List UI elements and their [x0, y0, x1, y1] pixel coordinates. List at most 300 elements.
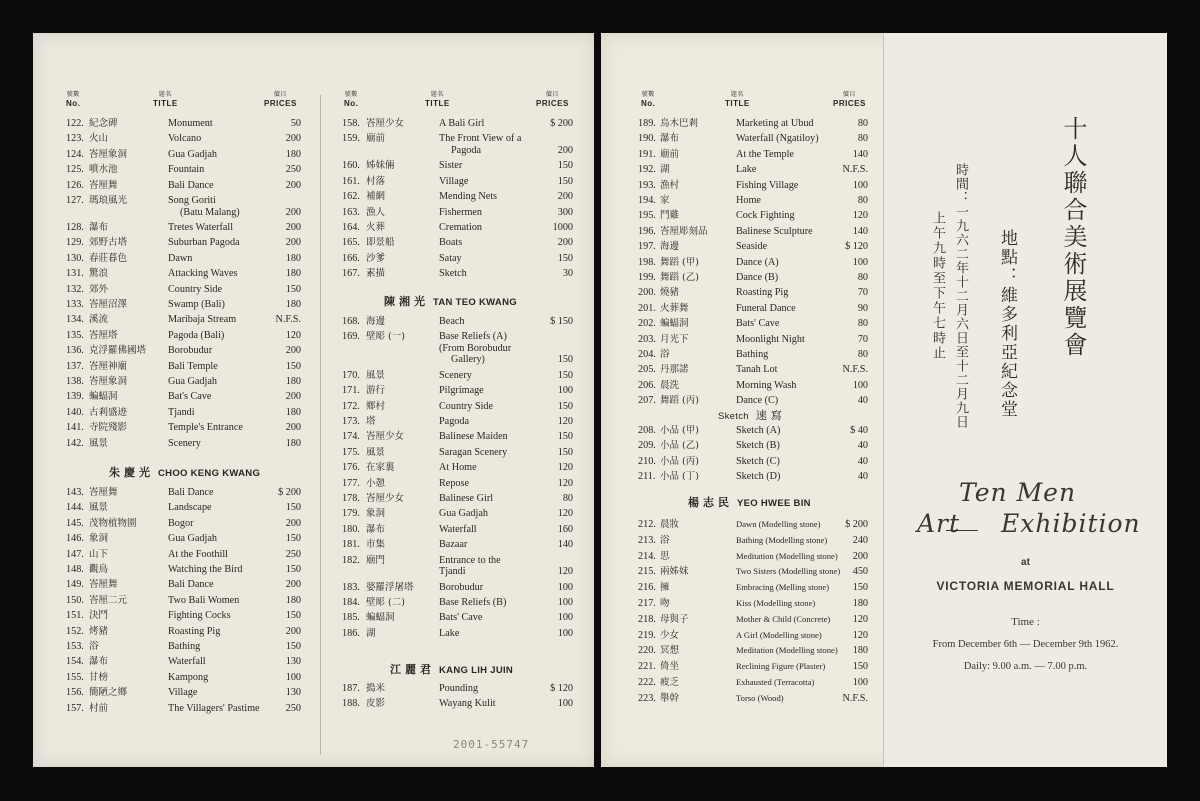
catalog-number: 143.: [66, 487, 84, 498]
price: 180: [285, 594, 301, 606]
catalog-number: 157.: [66, 702, 84, 714]
title-zh: 峇厘象洞: [89, 148, 128, 160]
artwork-row: [601, 659, 883, 675]
catalog-number: 177.: [342, 477, 360, 489]
price: 40: [857, 395, 868, 407]
artwork-row: [322, 189, 594, 205]
catalog-number: 191.: [638, 148, 656, 160]
title-zh: 峇厘塔: [89, 329, 118, 341]
title-zh: 郊外: [89, 283, 109, 295]
title-zh: 峇厘舞: [89, 179, 118, 191]
price: 150: [285, 610, 301, 622]
artwork-row: [322, 506, 594, 522]
price: 150: [285, 533, 301, 545]
catalog-number: 211.: [638, 471, 656, 483]
title-en: Borobudur: [168, 345, 213, 357]
title-zh: 燒豬: [660, 287, 680, 299]
title-en: Monument: [168, 118, 213, 129]
catalog-number: 220.: [638, 645, 656, 657]
title-zh: 蝙蝠洞: [89, 391, 118, 403]
catalog-number: 216.: [638, 582, 656, 594]
title-en: Beach: [439, 316, 465, 327]
catalog-number: 217.: [638, 598, 656, 609]
catalog-number: 168.: [342, 316, 360, 327]
title-zh: 峇厘象洞: [89, 375, 128, 387]
catalog-number: 165.: [342, 237, 360, 249]
catalog-number: 161.: [342, 175, 360, 187]
title-en: Bali Dance: [168, 579, 214, 591]
title-zh: 在家裏: [366, 462, 395, 474]
artwork-row: [322, 131, 594, 158]
catalog-number: 221.: [638, 661, 656, 673]
title-en: Fishermen: [439, 206, 483, 218]
title-en-cont: Tjandi: [439, 566, 466, 578]
catalog-number: 205.: [638, 364, 656, 376]
artwork-row: [601, 147, 883, 163]
title-zh: 吻: [660, 598, 670, 609]
catalog-number: 219.: [638, 629, 656, 641]
title-zh: 晨妝: [660, 519, 680, 530]
title-en: Bali Dance: [168, 179, 214, 191]
price: 120: [285, 329, 301, 341]
catalog-number: 179.: [342, 508, 360, 520]
catalog-number: 145.: [66, 517, 84, 529]
artwork-row: [322, 460, 594, 476]
catalog-number: 153.: [66, 641, 84, 652]
catalog-number: 139.: [66, 391, 84, 403]
title-en: Pounding: [439, 683, 479, 694]
price: 150: [557, 160, 573, 172]
artwork-row: [33, 282, 320, 298]
catalog-number: 181.: [342, 539, 360, 551]
title-zh: 婆羅浮屠塔: [366, 581, 414, 593]
title-zh: 小憩: [366, 477, 386, 489]
price: 160: [557, 523, 573, 535]
price: 80: [857, 195, 868, 206]
catalog-number: 202.: [638, 318, 656, 330]
artwork-row: [322, 235, 594, 251]
artwork-row: [322, 266, 594, 282]
catalog-number: 151.: [66, 610, 84, 622]
price: 150: [285, 502, 301, 514]
price: 150: [852, 661, 868, 673]
price: 150: [285, 360, 301, 372]
title-zh: 沙爹: [366, 252, 386, 264]
title-zh: 峇厘舞: [89, 487, 118, 498]
catalog-number: 207.: [638, 395, 656, 407]
title-zh: 廟門: [366, 554, 386, 566]
title-zh: 擁: [660, 582, 670, 594]
price: 40: [857, 440, 868, 452]
catalog-number: 146.: [66, 533, 84, 545]
artwork-row: [601, 596, 883, 612]
title-zh: 小品 (甲): [660, 425, 699, 436]
artwork-row: [33, 608, 320, 624]
title-en: Swamp (Bali): [168, 298, 225, 310]
title-zh: 搗米: [366, 683, 386, 694]
artwork-row: [322, 522, 594, 538]
artwork-row: [322, 595, 594, 611]
title-zh: 浴: [89, 641, 99, 652]
title-en: Song Goriti: [168, 195, 216, 206]
price: N.F.S.: [275, 314, 301, 326]
title-en: Sketch (A): [736, 425, 781, 436]
catalog-number: 195.: [638, 210, 656, 222]
header-title: 題名 TITLE: [725, 92, 750, 108]
price: 200: [285, 517, 301, 529]
catalog-number: 140.: [66, 406, 84, 418]
catalog-number: 210.: [638, 455, 656, 467]
price: 250: [285, 548, 301, 560]
catalog-number: 218.: [638, 613, 656, 625]
title-en: Wayang Kulit: [439, 698, 496, 710]
artwork-row: [322, 580, 594, 596]
price: 200: [285, 221, 301, 233]
title-en: Balinese Maiden: [439, 431, 508, 443]
price: 200: [285, 237, 301, 249]
title-en: Landscape: [168, 502, 212, 514]
title-en: Two Bali Women: [168, 594, 240, 606]
artwork-row: [601, 549, 883, 565]
cover-title-en-exhibition: Exhibition: [1001, 509, 1141, 538]
title-zh: 蝙蝠洞: [366, 612, 395, 624]
cover-title-en-art: Art: [917, 509, 961, 538]
price: 450: [852, 566, 868, 578]
price: 200: [285, 206, 301, 218]
catalog-number: 193.: [638, 179, 656, 191]
catalog-number: 194.: [638, 195, 656, 206]
header-no: 號數 No.: [344, 92, 359, 108]
title-en: Bogor: [168, 517, 194, 529]
title-en: Boats: [439, 237, 463, 249]
catalog-number: 164.: [342, 221, 360, 233]
title-en: Satay: [439, 252, 462, 264]
artwork-row: [33, 685, 320, 701]
title-en: Tjandi: [168, 406, 195, 418]
artwork-row: [601, 438, 883, 454]
title-en: Sketch (B): [736, 440, 780, 452]
title-en: Repose: [439, 477, 469, 489]
catalog-number: 142.: [66, 437, 84, 449]
catalog-number: 182.: [342, 554, 360, 566]
price: 80: [857, 118, 868, 129]
cover-title-en-line1: Ten Men: [959, 478, 1077, 507]
title-zh: 補網: [366, 191, 386, 203]
artwork-row: [601, 675, 883, 691]
title-en: Meditation (Modelling stone): [736, 645, 838, 656]
price: 150: [285, 641, 301, 652]
title-zh: 噴水池: [89, 164, 118, 176]
catalog-number: 213.: [638, 534, 656, 546]
price: 180: [285, 406, 301, 418]
price: 120: [852, 210, 868, 222]
price: 180: [285, 298, 301, 310]
price: 120: [557, 508, 573, 520]
title-en: Base Reliefs (A): [439, 331, 507, 343]
price: 40: [857, 471, 868, 483]
price: 100: [557, 612, 573, 624]
title-zh: 甘榜: [89, 671, 109, 683]
catalog-number: 136.: [66, 345, 84, 357]
title-zh: 倚坐: [660, 661, 680, 673]
title-zh: 海邊: [660, 241, 680, 253]
catalog-number: 144.: [66, 502, 84, 514]
title-en-cont: (Batu Malang): [180, 206, 240, 218]
price: 100: [557, 596, 573, 608]
price: $ 150: [550, 316, 573, 327]
catalog-number: 163.: [342, 206, 360, 218]
price: 120: [852, 613, 868, 625]
title-en: Two Sisters (Modelling stone): [736, 566, 841, 577]
title-en-cont: Gallery): [451, 354, 485, 366]
catalog-number: 208.: [638, 425, 656, 436]
catalog-number: 162.: [342, 191, 360, 203]
catalog-number: 154.: [66, 656, 84, 668]
title-zh: 素描: [366, 268, 386, 280]
title-zh: 觀鳥: [89, 564, 109, 575]
catalog-number: 123.: [66, 133, 84, 145]
title-zh: 丹那諾: [660, 364, 689, 376]
artwork-row: [322, 174, 594, 190]
price: 150: [557, 431, 573, 443]
price: 200: [852, 550, 868, 562]
catalog-number: 160.: [342, 160, 360, 172]
title-en: Mending Nets: [439, 191, 498, 203]
catalog-number: 215.: [638, 566, 656, 578]
catalog-number: 129.: [66, 237, 84, 249]
artwork-row: [601, 469, 883, 485]
title-en: The Front View of a: [439, 133, 522, 145]
title-en: Embracing (Melling stone): [736, 582, 830, 593]
catalog-number: 192.: [638, 164, 656, 176]
artwork-row: [601, 691, 883, 707]
artwork-row: [601, 131, 883, 147]
title-zh: 峇厘彫刻品: [660, 225, 708, 237]
title-zh: 舉幹: [660, 692, 680, 704]
price: 130: [285, 656, 301, 668]
price: 120: [557, 462, 573, 474]
catalog-number: 212.: [638, 519, 656, 530]
price: 180: [285, 437, 301, 449]
price: 150: [557, 175, 573, 187]
artwork-row: [601, 378, 883, 394]
price: N.F.S.: [842, 692, 868, 704]
price: 150: [852, 582, 868, 594]
artwork-row: [33, 593, 320, 609]
artwork-row: [322, 158, 594, 174]
title-en: Kiss (Modelling stone): [736, 598, 816, 608]
title-en: At Home: [439, 462, 477, 474]
title-zh: 郊野古塔: [89, 237, 128, 249]
cover-time-label: Time :: [1011, 616, 1040, 628]
title-en: Fighting Cocks: [168, 610, 231, 622]
artwork-row: [601, 533, 883, 549]
title-zh: 鬥雞: [660, 210, 680, 222]
title-zh: 山下: [89, 548, 109, 560]
price: 250: [285, 702, 301, 714]
artwork-row: [33, 162, 320, 178]
price: 70: [857, 333, 868, 345]
price: 100: [852, 379, 868, 391]
catalog-number: 166.: [342, 252, 360, 264]
title-zh: 寺院殘影: [89, 422, 128, 434]
price: $ 200: [845, 519, 868, 530]
catalog-number: 188.: [342, 698, 360, 710]
price: 90: [857, 302, 868, 314]
title-zh: 即景船: [366, 237, 395, 249]
catalog-number: 222.: [638, 677, 656, 688]
artwork-row: [33, 577, 320, 593]
artwork-row: [33, 500, 320, 516]
price: 100: [557, 385, 573, 397]
title-zh: 峇厘舞: [89, 579, 118, 591]
catalog-number: 155.: [66, 671, 84, 683]
catalog-number: 127.: [66, 195, 84, 206]
artwork-row: [33, 235, 320, 251]
cover-venue-zh: 地點：維多利亞紀念堂: [997, 229, 1017, 419]
title-en: Temple's Entrance: [168, 422, 243, 434]
price: 200: [285, 625, 301, 637]
title-zh: 少女: [660, 629, 680, 641]
title-zh: 舞蹈 (甲): [660, 256, 699, 268]
catalog-number: 147.: [66, 548, 84, 560]
price: $ 120: [550, 683, 573, 694]
catalog-number: 141.: [66, 422, 84, 434]
catalog-number: 180.: [342, 523, 360, 535]
artwork-row: [601, 454, 883, 470]
title-zh: 湖: [366, 627, 376, 639]
title-en: Base Reliefs (B): [439, 596, 507, 608]
cover-title-rule: [946, 530, 978, 531]
artwork-row: [33, 485, 320, 501]
column-header: [601, 91, 883, 113]
title-en: Village: [168, 687, 198, 699]
artwork-row: [33, 374, 320, 390]
artwork-row: [33, 266, 320, 282]
title-en: At the Foothill: [168, 548, 228, 560]
artwork-row: [322, 205, 594, 221]
catalog-number: 171.: [342, 385, 360, 397]
cover-daily-hours: Daily: 9.00 a.m. — 7.00 p.m.: [963, 661, 1088, 672]
catalog-number: 125.: [66, 164, 84, 176]
title-zh: 春莊暮色: [89, 252, 128, 264]
cover-venue: VICTORIA MEMORIAL HALL: [936, 579, 1115, 593]
catalog-number: 152.: [66, 625, 84, 637]
artwork-row: [601, 239, 883, 255]
title-zh: 廟前: [660, 148, 680, 160]
title-en: Funeral Dance: [736, 302, 796, 314]
price: 150: [557, 369, 573, 381]
title-en-cont: (From Borobudur: [439, 342, 512, 354]
price: 80: [857, 349, 868, 360]
title-zh: 漁村: [660, 179, 680, 191]
title-zh: 瀑布: [89, 221, 109, 233]
artwork-row: [33, 328, 320, 344]
artwork-row: [601, 224, 883, 240]
artwork-row: [322, 414, 594, 430]
price: 150: [557, 446, 573, 458]
title-zh: 小品 (乙): [660, 440, 699, 452]
title-en: Kampong: [168, 671, 209, 683]
title-en: Fishing Village: [736, 179, 799, 191]
artwork-row: [33, 389, 320, 405]
price: 200: [285, 579, 301, 591]
price: 150: [557, 252, 573, 264]
title-zh: 村落: [366, 175, 386, 187]
price: 120: [852, 629, 868, 641]
title-en: Bazaar: [439, 539, 468, 551]
title-en: A Bali Girl: [439, 118, 485, 129]
artwork-row: [33, 116, 320, 132]
title-en: Country Side: [168, 283, 223, 295]
catalog-number: 167.: [342, 268, 360, 280]
header-prices: 價目 PRICES: [833, 92, 866, 108]
cover-panel: [883, 33, 1167, 767]
title-zh: 烤豬: [89, 625, 109, 637]
title-zh: 小品 (丙): [660, 455, 699, 467]
header-no: 號數 No.: [66, 92, 81, 108]
title-zh: 市集: [366, 539, 386, 551]
title-zh: 峇厘少女: [366, 118, 405, 129]
artwork-row: [33, 420, 320, 436]
title-zh: 海邊: [366, 316, 386, 327]
title-en: Pagoda (Bali): [168, 329, 225, 341]
catalog-number: 187.: [342, 683, 360, 694]
artwork-row: [322, 251, 594, 267]
price: N.F.S.: [842, 364, 868, 376]
title-en: Roasting Pig: [168, 625, 221, 637]
artwork-row: [601, 301, 883, 317]
price: $ 200: [550, 118, 573, 129]
title-zh: 峇厘神廟: [89, 360, 128, 372]
title-zh: 象洞: [366, 508, 386, 520]
price: 150: [285, 564, 301, 575]
title-en: Fountain: [168, 164, 205, 176]
title-en: Tretes Waterfall: [168, 221, 234, 233]
title-zh: 烏木巴剎: [660, 118, 699, 129]
price: 100: [285, 671, 301, 683]
price: 80: [857, 318, 868, 330]
title-en: Gua Gadjah: [168, 375, 217, 387]
artwork-row: [33, 312, 320, 328]
artwork-row: [33, 220, 320, 236]
title-zh: 象洞: [89, 533, 109, 545]
title-zh: 風景: [366, 446, 386, 458]
title-en: Balinese Sculpture: [736, 225, 813, 237]
artwork-row: [33, 193, 320, 220]
title-en: Waterfall: [168, 656, 206, 668]
artwork-row: [33, 562, 320, 578]
title-en: Village: [439, 175, 469, 187]
title-en: Dawn: [168, 252, 193, 264]
title-en: Sketch (D): [736, 471, 781, 483]
title-zh: 廟前: [366, 133, 386, 145]
title-en: Bathing: [168, 641, 201, 652]
title-zh: 古剎盛迹: [89, 406, 128, 418]
section-heading-sketch: Sketch 速寫: [718, 409, 786, 422]
catalog-number: 209.: [638, 440, 656, 452]
catalog-number: 204.: [638, 349, 656, 360]
artwork-row: [601, 517, 883, 533]
price: 100: [557, 698, 573, 710]
artwork-row: [33, 436, 320, 452]
price: 180: [285, 268, 301, 280]
artwork-row: [33, 670, 320, 686]
title-en: Bats' Cave: [439, 612, 483, 624]
title-zh: 游行: [366, 385, 386, 397]
price: 200: [285, 133, 301, 145]
title-zh: 瀑布: [89, 656, 109, 668]
